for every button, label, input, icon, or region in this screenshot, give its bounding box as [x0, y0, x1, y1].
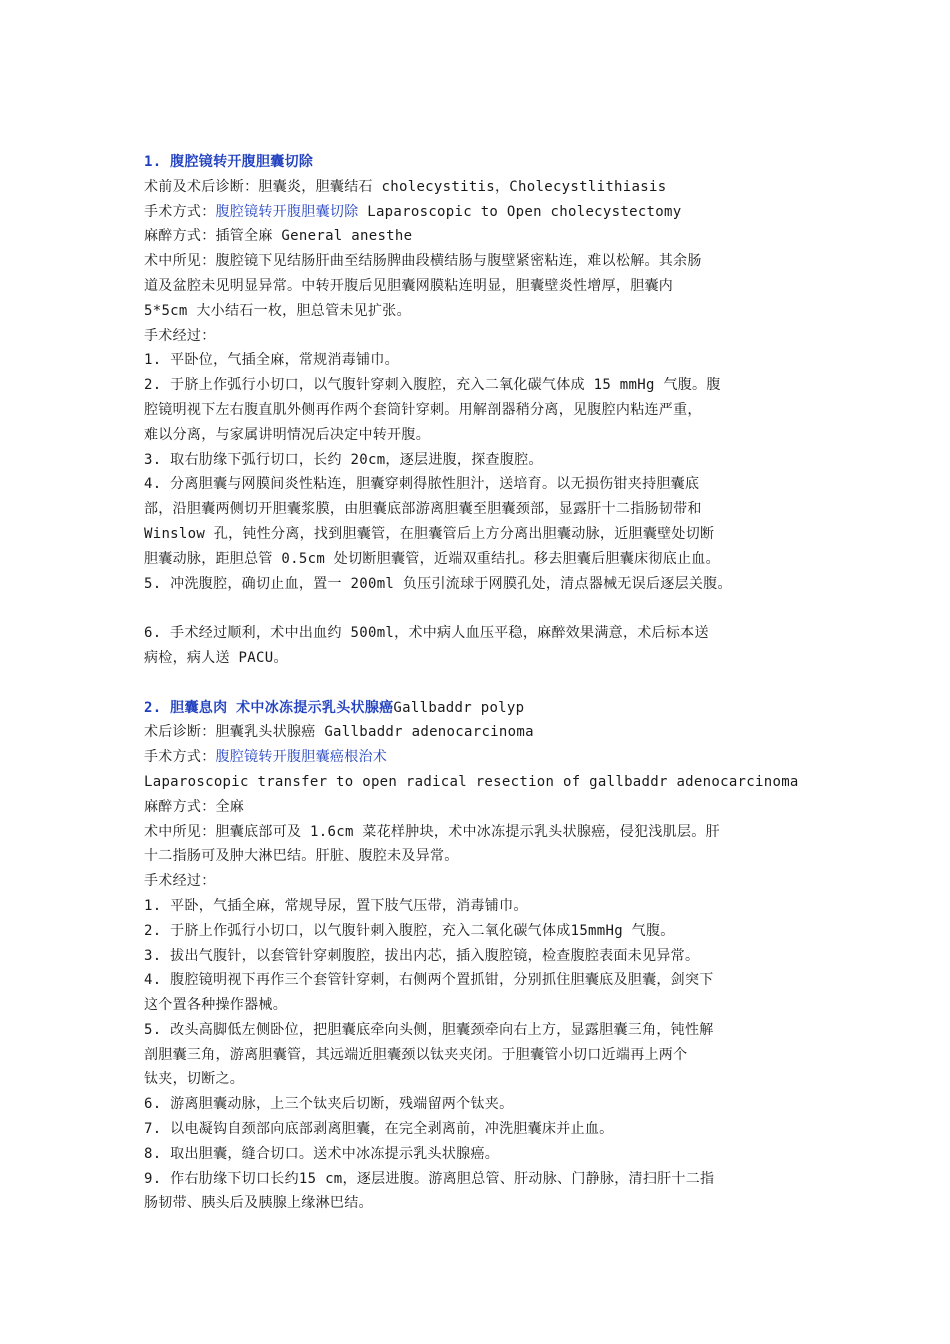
section-1-diagnosis: 术前及术后诊断：胆囊炎，胆囊结石 cholecystitis，Cholecystlithiasis [144, 178, 667, 195]
step-line: 3. 拔出气腹针，以套管针穿刺腹腔，拔出内芯，插入腹腔镜，检查腹腔表面未见异常。 [144, 947, 700, 964]
section-2-procedure [144, 745, 834, 770]
step-line: 4. 腹腔镜明视下再作三个套管针穿刺，右侧两个置抓钳，分别抓住胆囊底及胆囊，剑突下 [144, 972, 714, 989]
spacer [144, 671, 834, 696]
step-line: 7. 以电凝钩自颈部向底部剥离胆囊，在完全剥离前，冲洗胆囊床并止血。 [144, 1121, 614, 1138]
step-line: 8. 取出胆囊，缝合切口。送术中冰冻提示乳头状腺癌。 [144, 1145, 500, 1162]
step-line: 腔镜明视下左右腹直肌外侧再作两个套筒针穿刺。用解剖器稍分离，见腹腔内粘连严重， [144, 401, 702, 418]
process-title: 手术经过： [144, 327, 216, 344]
outcome-line: 6. 手术经过顺利，术中出血约 500ml，术中病人血压平稳，麻醉效果满意，术后标本送 [144, 625, 709, 642]
step-line: 3. 取右肋缘下弧行切口，长约 20cm，逐层进腹，探查腹腔。 [144, 451, 543, 468]
process-title: 手术经过： [144, 873, 216, 890]
section-1-procedure [144, 200, 834, 225]
step-line: 2. 于脐上作弧行小切口，以气腹针刺入腹腔，充入二氧化碳气体成15mmHg 气腹。 [144, 922, 675, 939]
step-line: 5. 改头高脚低左侧卧位，把胆囊底牵向头侧，胆囊颈牵向右上方，显露胆囊三角，钝性解 [144, 1021, 714, 1038]
step-line: 部，沿胆囊两侧切开胆囊浆膜，由胆囊底部游离胆囊至胆囊颈部，显露肝十二指肠韧带和 [144, 501, 702, 518]
section-1-heading: 1. 腹腔镜转开腹胆囊切除 [144, 154, 314, 170]
findings-line: 术中所见：胆囊底部可及 1.6cm 菜花样肿块，术中冰冻提示乳头状腺癌，侵犯浅肌层。肝 [144, 823, 720, 840]
step-line: 6. 游离胆囊动脉，上三个钛夹后切断，残端留两个钛夹。 [144, 1096, 514, 1113]
step-line: 2. 于脐上作弧行小切口，以气腹针穿刺入腹腔，充入二氧化碳气体成 15 mmHg 气腹。腹 [144, 377, 721, 394]
step-line: 4. 分离胆囊与网膜间炎性粘连，胆囊穿刺得脓性胆汁，送培育。以无损伤钳夹持胆囊底 [144, 476, 700, 493]
step-line: 1. 平卧位，气插全麻，常规消毒铺巾。 [144, 352, 399, 369]
step-line: 9. 作右肋缘下切口长约15 cm，逐层进腹。游离胆总管、肝动脉、门静脉，清扫肝十二指 [144, 1170, 715, 1187]
step-line: 剖胆囊三角，游离胆囊管，其远端近胆囊颈以钛夹夹闭。于胆囊管小切口近端再上两个 [144, 1046, 688, 1063]
step-line: 肠韧带、胰头后及胰腺上缘淋巴结。 [144, 1195, 373, 1212]
section-2-diagnosis: 术后诊断：胆囊乳头状腺癌 Gallbaddr adenocarcinoma [144, 724, 534, 741]
procedure-label: 手术方式： [144, 749, 216, 766]
procedure-name-cn: 腹腔镜转开腹胆囊切除 [215, 203, 359, 220]
step-line: Winslow 孔，钝性分离，找到胆囊管，在胆囊管后上方分离出胆囊动脉，近胆囊壁处切断 [144, 525, 715, 542]
procedure-label: 手术方式： [144, 203, 216, 220]
findings-line: 5*5cm 大小结石一枚，胆总管未见扩张。 [144, 302, 411, 319]
step-line: 5. 冲洗腹腔，确切止血，置一 200ml 负压引流球于网膜孔处，清点器械无误后逐层关腹。 [144, 575, 732, 592]
findings-line: 术中所见：腹腔镜下见结肠肝曲至结肠脾曲段横结肠与腹壁紧密粘连，难以松解。其余肠 [144, 253, 702, 270]
spacer [144, 596, 834, 621]
section-1-anesthesia: 麻醉方式：插管全麻 General anesthe [144, 228, 413, 245]
step-line: 钛夹，切断之。 [144, 1071, 245, 1088]
step-line: 1. 平卧，气插全麻，常规导尿，置下肢气压带，消毒铺巾。 [144, 897, 528, 914]
section-2-heading-en: Gallbaddr polyp [393, 699, 525, 716]
outcome-line: 病检，病人送 PACU。 [144, 649, 288, 666]
procedure-name-en: Laparoscopic to Open cholecystectomy [358, 203, 682, 220]
findings-line: 十二指肠可及肿大淋巴结。肝脏、腹腔未及异常。 [144, 848, 459, 865]
section-2-heading-cn: 2. 胆囊息肉 术中冰冻提示乳头状腺癌 [144, 699, 394, 716]
step-line: 难以分离，与家属讲明情况后决定中转开腹。 [144, 426, 430, 443]
procedure-name-cn: 腹腔镜转开腹胆囊癌根治术 [215, 749, 388, 766]
section-2-heading [144, 696, 834, 721]
findings-line: 道及盆腔未见明显异常。中转开腹后见胆囊网膜粘连明显，胆囊壁炎性增厚，胆囊内 [144, 277, 674, 294]
document-page [144, 150, 834, 1216]
section-2-anesthesia: 麻醉方式：全麻 [144, 798, 245, 815]
step-line: 这个置各种操作器械。 [144, 997, 287, 1014]
step-line: 胆囊动脉，距胆总管 0.5cm 处切断胆囊管，近端双重结扎。移去胆囊后胆囊床彻底止血。 [144, 550, 720, 567]
section-2-procedure-en: Laparoscopic transfer to open radical resection of gallbaddr adenocarcinoma [144, 773, 799, 790]
